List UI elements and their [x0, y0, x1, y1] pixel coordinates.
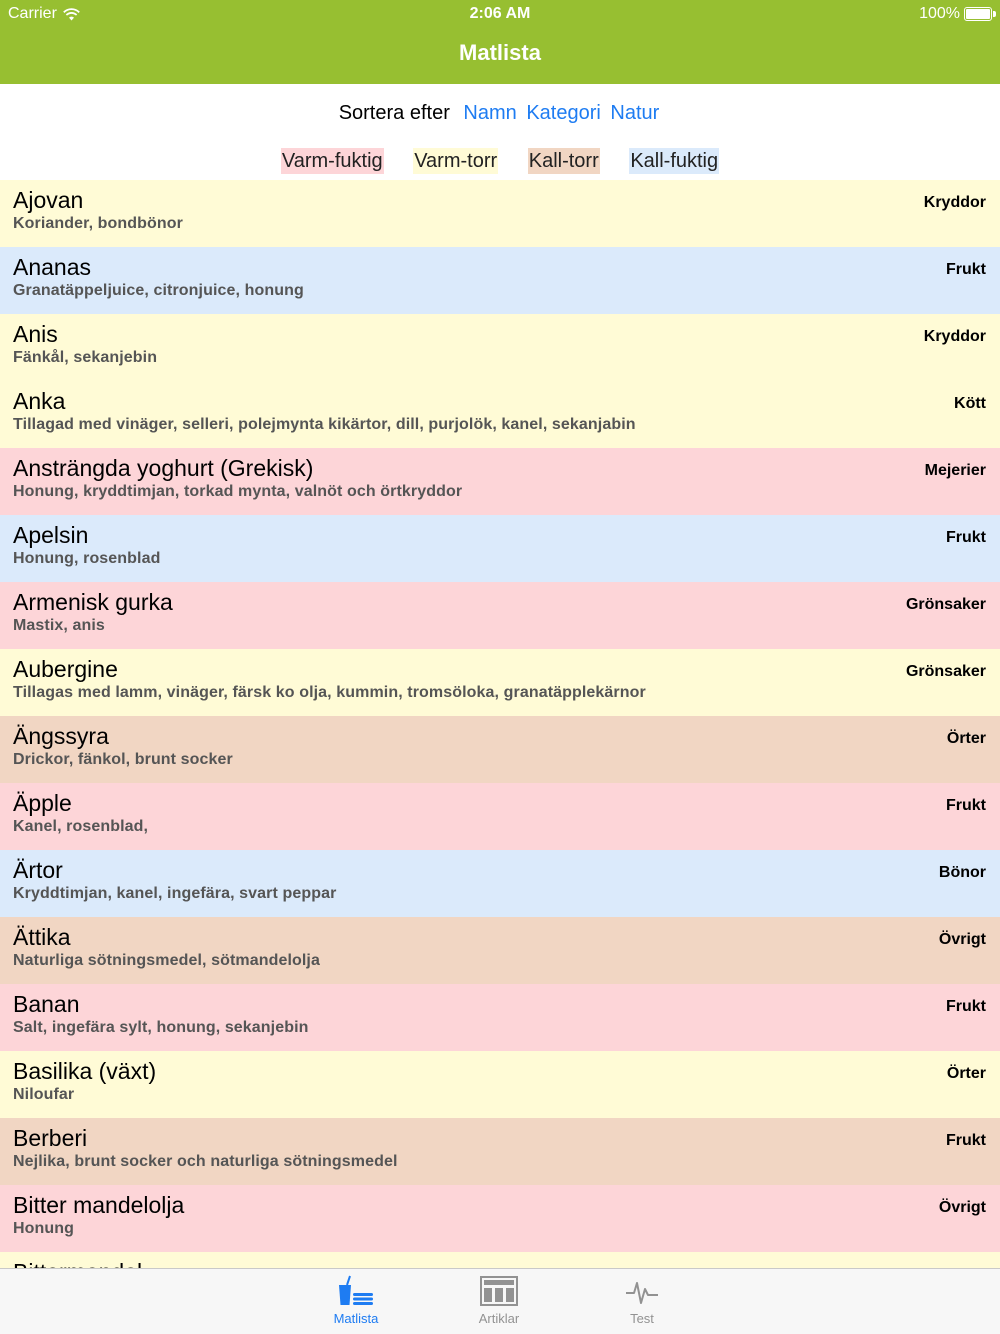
legend-cold-dry: Kall-torr: [528, 150, 599, 172]
item-pairings: Mastix, anis: [13, 617, 105, 634]
item-name: Aubergine: [13, 656, 118, 682]
list-item[interactable]: [0, 515, 1000, 582]
carrier-label: Carrier: [8, 5, 57, 22]
item-category: Kryddor: [923, 194, 986, 211]
item-name: Ängssyra: [13, 723, 109, 749]
item-pairings: Koriander, bondbönor: [13, 215, 183, 232]
navigation-bar: [0, 0, 1000, 84]
list-item[interactable]: [0, 381, 1000, 448]
sort-label: Sortera efter: [338, 102, 450, 124]
legend-warm-moist: Varm-fuktig: [281, 150, 383, 172]
battery-percent: 100%: [919, 5, 960, 22]
item-name: Anis: [13, 321, 58, 347]
item-category: Frukt: [946, 1132, 986, 1149]
sort-bar: [0, 99, 1000, 127]
item-name: Ansträngda yoghurt (Grekisk): [13, 455, 314, 481]
list-item[interactable]: [0, 582, 1000, 649]
list-item[interactable]: [0, 314, 1000, 381]
item-pairings: Niloufar: [13, 1086, 75, 1103]
item-name: Bitter mandelolja: [13, 1192, 185, 1218]
list-item[interactable]: [0, 1118, 1000, 1185]
item-name: Berberi: [13, 1125, 88, 1151]
sort-by-category-link[interactable]: Kategori: [526, 102, 601, 124]
item-pairings: Tillagas med lamm, vinäger, färsk ko olja, kummin, tromsöloka, granatäpplekärnor: [13, 684, 646, 701]
item-name: Ättika: [13, 924, 71, 950]
tab-bar: [0, 1268, 1000, 1334]
item-name: Äpple: [13, 790, 72, 816]
tab-artiklar[interactable]: [439, 1275, 559, 1326]
item-category: Mejerier: [924, 462, 986, 479]
item-category: Övrigt: [938, 931, 986, 948]
item-category: Örter: [946, 730, 986, 747]
sort-by-name-link[interactable]: Namn: [463, 102, 517, 124]
tab-label: Matlista: [333, 1311, 379, 1326]
item-pairings: Kanel, rosenblad,: [13, 818, 149, 835]
item-name: Anka: [13, 388, 66, 414]
item-name: Banan: [13, 991, 80, 1017]
item-pairings: Kryddtimjan, kanel, ingefära, svart peppar: [13, 885, 337, 902]
item-pairings: Honung, rosenblad: [13, 550, 161, 567]
item-name: Ananas: [13, 254, 92, 280]
nature-legend: [0, 148, 1000, 174]
list-item[interactable]: [0, 180, 1000, 247]
list-item[interactable]: [0, 649, 1000, 716]
item-name: Ärtor: [13, 857, 63, 883]
food-list[interactable]: [0, 180, 1000, 1268]
food-drink-icon: [336, 1275, 376, 1307]
item-category: Örter: [946, 1065, 986, 1082]
item-name: Apelsin: [13, 522, 89, 548]
item-pairings: Tillagad med vinäger, selleri, polejmynta kikärtor, dill, purjolök, kanel, sekanjabin: [13, 416, 636, 433]
item-category: Frukt: [946, 998, 986, 1015]
item-category: Frukt: [946, 529, 986, 546]
item-pairings: Salt, ingefära sylt, honung, sekanjebin: [13, 1019, 309, 1036]
item-category: Frukt: [946, 261, 986, 278]
item-category: Grönsaker: [905, 596, 986, 613]
tab-test[interactable]: [582, 1275, 702, 1326]
sort-by-nature-link[interactable]: Natur: [610, 102, 660, 124]
item-category: Kryddor: [923, 328, 986, 345]
tab-matlista[interactable]: [296, 1275, 416, 1326]
list-item[interactable]: [0, 850, 1000, 917]
tab-label: Test: [630, 1311, 654, 1326]
item-category: Frukt: [946, 797, 986, 814]
status-time: 2:06 AM: [469, 5, 531, 22]
legend-warm-dry: Varm-torr: [414, 150, 498, 172]
legend-cold-moist: Kall-fuktig: [630, 150, 719, 172]
battery-icon: [964, 7, 992, 21]
list-item[interactable]: [0, 917, 1000, 984]
item-pairings: Naturliga sötningsmedel, sötmandelolja: [13, 952, 320, 969]
item-category: Bönor: [938, 864, 986, 881]
newspaper-icon: [479, 1275, 519, 1307]
list-item[interactable]: [0, 448, 1000, 515]
item-name: Armenisk gurka: [13, 589, 173, 615]
list-item[interactable]: [0, 1051, 1000, 1118]
status-battery: [919, 4, 992, 24]
item-pairings: Fänkål, sekanjebin: [13, 349, 158, 366]
tab-label: Artiklar: [478, 1311, 520, 1326]
pulse-icon: [622, 1275, 662, 1307]
item-name: Ajovan: [13, 187, 84, 213]
item-pairings: Honung, kryddtimjan, torkad mynta, valnöt och örtkryddor: [13, 483, 463, 500]
item-pairings: Nejlika, brunt socker och naturliga sötningsmedel: [13, 1153, 398, 1170]
list-item[interactable]: [0, 247, 1000, 314]
list-item[interactable]: [0, 1185, 1000, 1252]
list-item[interactable]: [0, 984, 1000, 1051]
item-category: Kött: [954, 395, 986, 412]
item-name: Basilika (växt): [13, 1058, 157, 1084]
item-pairings: Honung: [13, 1220, 75, 1237]
item-pairings: Granatäppeljuice, citronjuice, honung: [13, 282, 304, 299]
item-category: Grönsaker: [905, 663, 986, 680]
item-category: Övrigt: [938, 1199, 986, 1216]
item-pairings: Drickor, fänkol, brunt socker: [13, 751, 233, 768]
list-item[interactable]: [0, 783, 1000, 850]
list-item[interactable]: [0, 716, 1000, 783]
page-title: Matlista: [459, 40, 541, 65]
